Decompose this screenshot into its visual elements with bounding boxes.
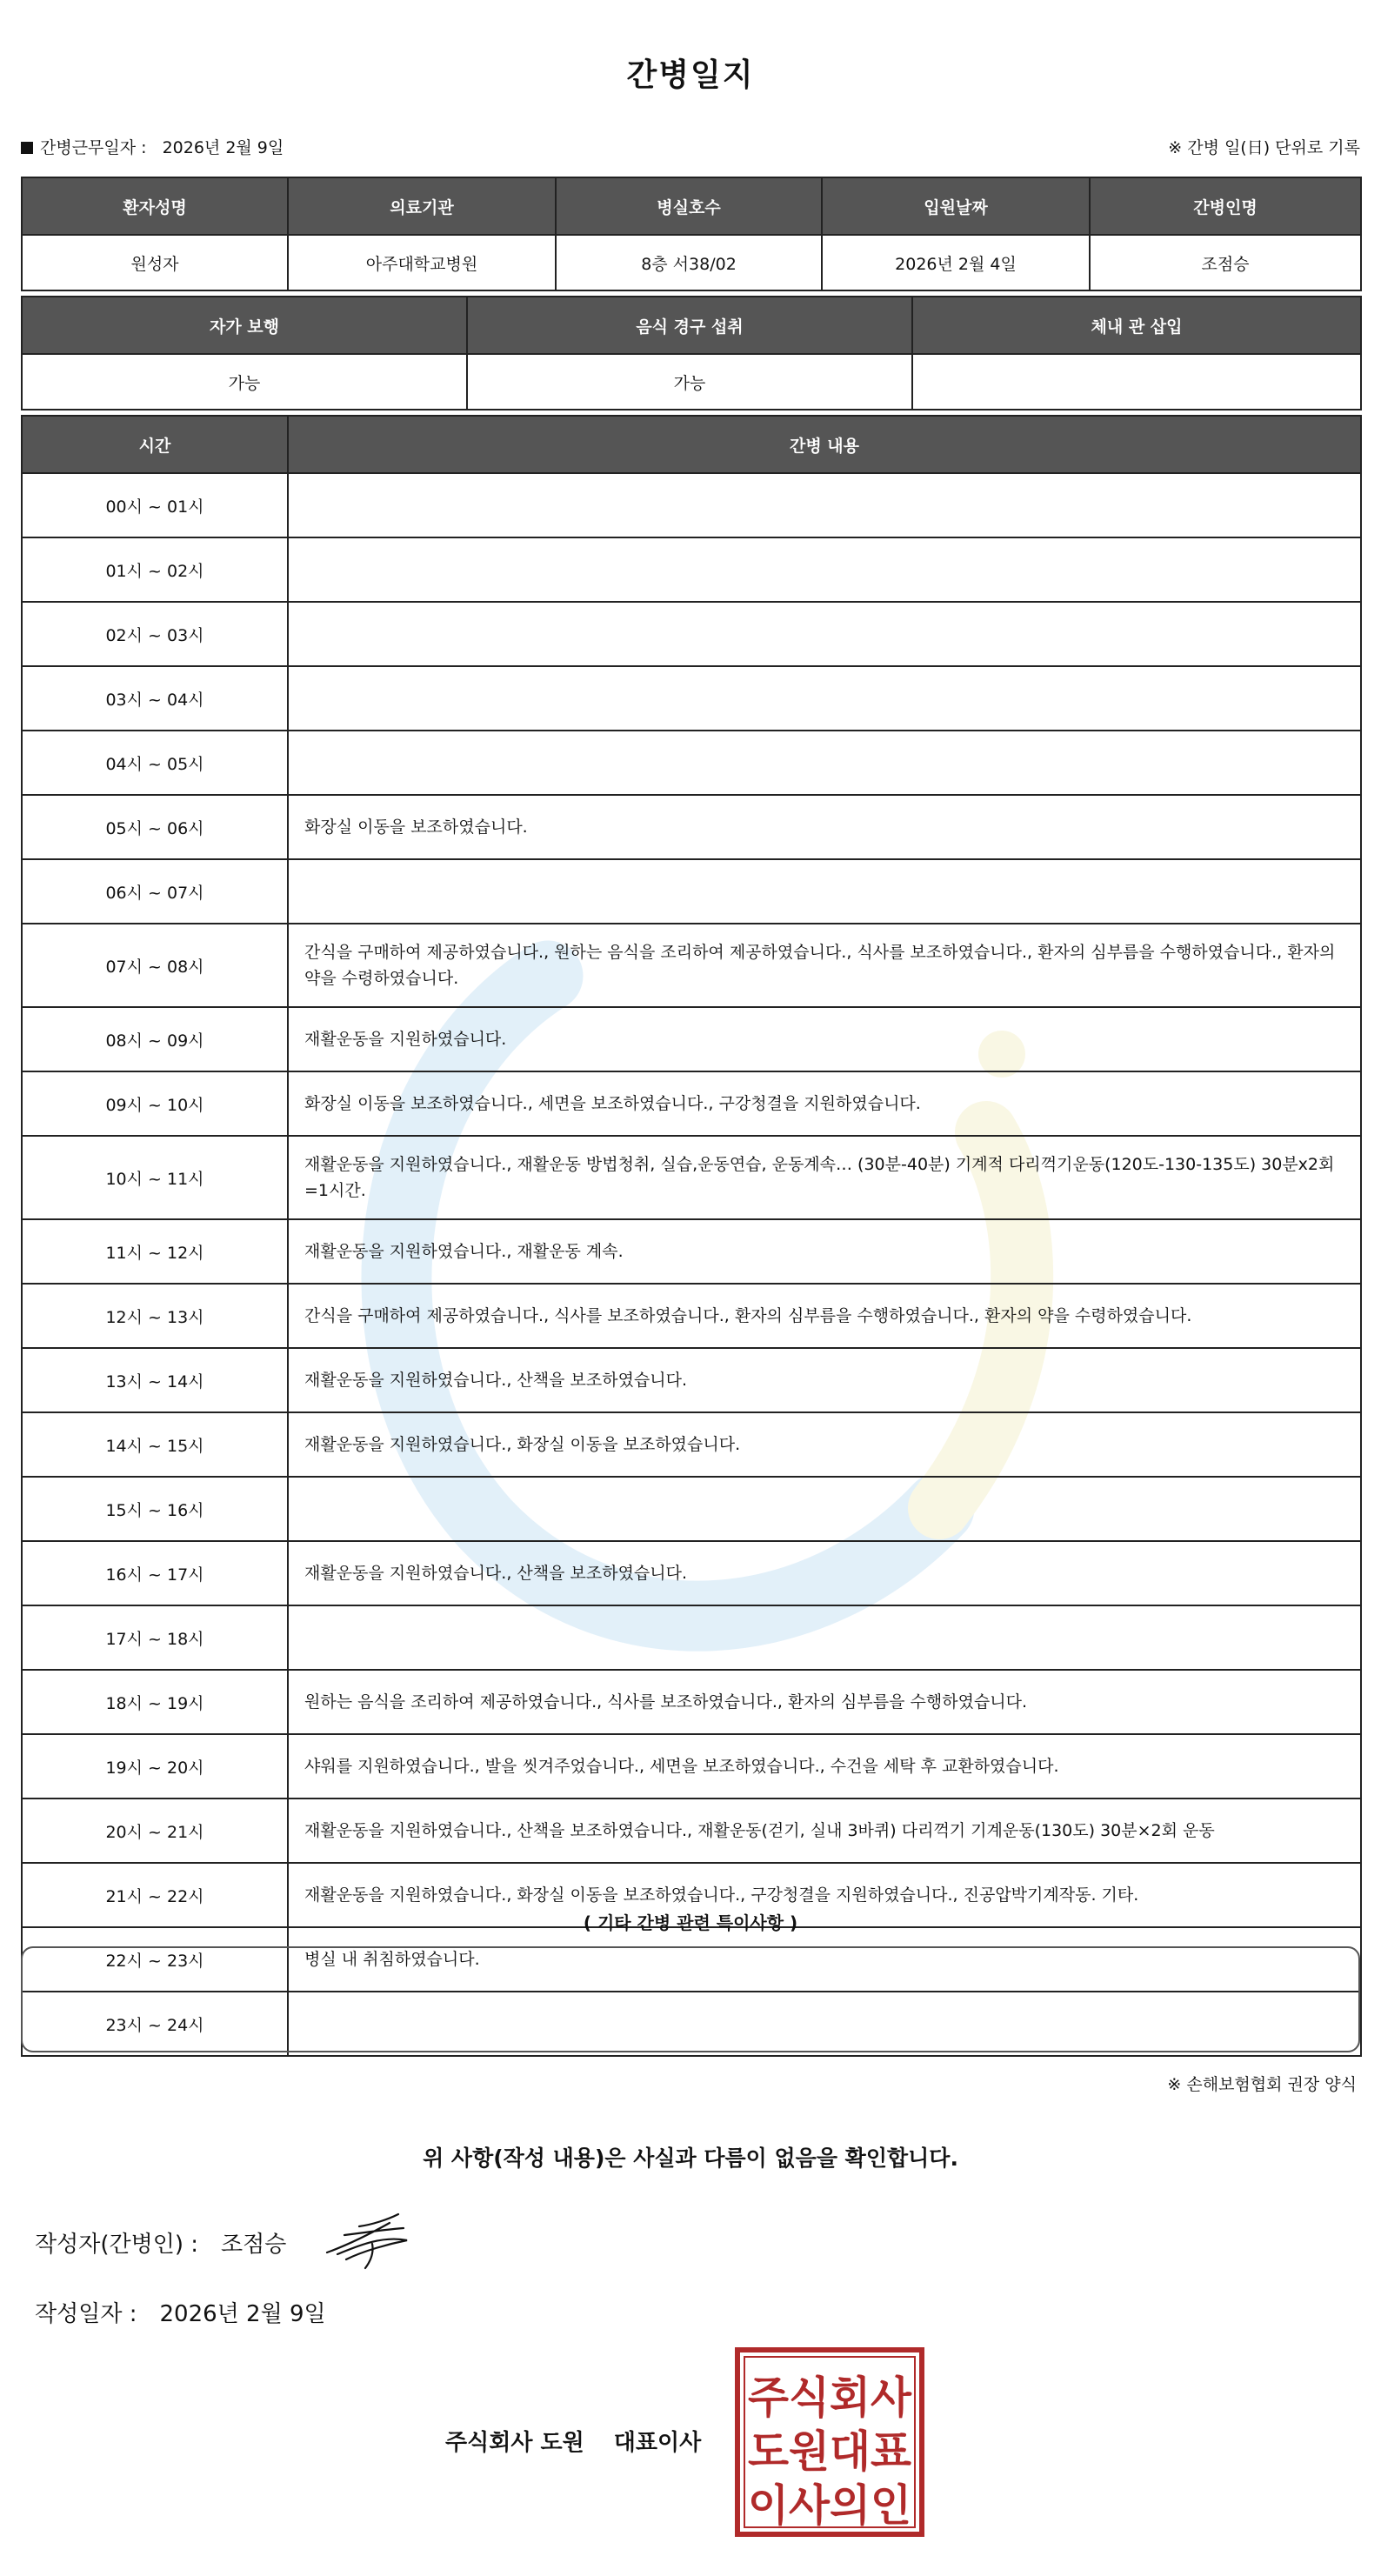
care-note: 간식을 구매하여 제공하였습니다., 원하는 음식을 조리하여 제공하였습니다., 식사를 보조하였습니다., 환자의 심부름을 수행하였습니다., 환자의 약을 수령하였습니다. <box>288 924 1361 1007</box>
admission-date: 2026년 2월 4일 <box>822 235 1090 290</box>
time-slot: 16시 ~ 17시 <box>22 1541 288 1605</box>
hospital-name: 아주대학교병원 <box>288 235 556 290</box>
patient-status-header-row <box>22 297 1361 354</box>
table-row <box>22 1007 1361 1071</box>
seal-line-1: 주식회사 <box>748 2372 912 2423</box>
care-note: 병실 내 취침하였습니다. <box>288 1927 1361 1992</box>
time-slot: 20시 ~ 21시 <box>22 1799 288 1863</box>
table-row <box>22 1136 1361 1219</box>
header-care-content: 간병 내용 <box>288 416 1361 473</box>
header-admission-date: 입원날짜 <box>822 177 1090 235</box>
page-title: 간병일지 <box>626 57 755 93</box>
care-note: 재활운동을 지원하였습니다., 산책을 보조하였습니다. <box>288 1541 1361 1605</box>
patient-info-table <box>21 177 1362 291</box>
time-slot: 12시 ~ 13시 <box>22 1284 288 1348</box>
care-note: 간식을 구매하여 제공하였습니다., 식사를 보조하였습니다., 환자의 심부름을 수행하였습니다., 환자의 약을 수령하였습니다. <box>288 1284 1361 1348</box>
time-slot: 15시 ~ 16시 <box>22 1477 288 1541</box>
header-hospital: 의료기관 <box>288 177 556 235</box>
company-name: 주식회사 도원 <box>445 2430 584 2456</box>
time-slot: 23시 ~ 24시 <box>22 1992 288 2056</box>
writer-label: 작성자(간병인) : <box>35 2232 199 2258</box>
signature-image <box>320 2209 416 2272</box>
time-slot: 17시 ~ 18시 <box>22 1605 288 1670</box>
table-row <box>22 859 1361 924</box>
time-slot: 03시 ~ 04시 <box>22 666 288 731</box>
time-slot: 18시 ~ 19시 <box>22 1670 288 1734</box>
self-walking-value: 가능 <box>22 354 467 410</box>
care-note <box>288 1605 1361 1670</box>
time-slot: 14시 ~ 15시 <box>22 1412 288 1477</box>
table-row <box>22 1284 1361 1348</box>
writer-name: 조점승 <box>221 2232 287 2258</box>
time-slot: 11시 ~ 12시 <box>22 1219 288 1284</box>
care-note: 재활운동을 지원하였습니다., 산책을 보조하였습니다. <box>288 1348 1361 1412</box>
time-slot: 05시 ~ 06시 <box>22 795 288 859</box>
time-slot: 09시 ~ 10시 <box>22 1071 288 1136</box>
written-date-value: 2026년 2월 9일 <box>159 2301 326 2327</box>
care-note: 재활운동을 지원하였습니다., 화장실 이동을 보조하였습니다., 구강청결을 지원하였습니다., 진공압박기계작동. 기타. <box>288 1863 1361 1927</box>
patient-name: 원성자 <box>22 235 288 290</box>
time-slot: 04시 ~ 05시 <box>22 731 288 795</box>
patient-info-header-row <box>22 177 1361 235</box>
caregiver-name: 조점승 <box>1090 235 1361 290</box>
time-slot: 00시 ~ 01시 <box>22 473 288 537</box>
format-note: ※ 손해보험협회 권장 양식 <box>1167 2075 1357 2094</box>
writer-row <box>35 2226 286 2259</box>
care-note: 재활운동을 지원하였습니다., 재활운동 방법청취, 실습,운동연습, 운동계속… (30분-40분) 기계적 다리꺽기운동(120도-130-135도) 30분x2회=1시간. <box>288 1136 1361 1219</box>
care-note <box>288 537 1361 602</box>
company-seal-stamp <box>734 2346 925 2538</box>
care-log-table <box>21 415 1362 2057</box>
seal-line-3: 이사의인 <box>748 2480 911 2531</box>
care-note: 재활운동을 지원하였습니다. <box>288 1007 1361 1071</box>
care-note <box>288 731 1361 795</box>
representative-title: 대표이사 <box>613 2430 702 2456</box>
work-date-label: 간병근무일자 : <box>40 138 147 157</box>
room-number: 8층 서38/02 <box>556 235 822 290</box>
oral-intake-value: 가능 <box>467 354 912 410</box>
confirmation-statement: 위 사항(작성 내용)은 사실과 다름이 없음을 확인합니다. <box>423 2146 958 2171</box>
table-row <box>22 473 1361 537</box>
table-row <box>22 1477 1361 1541</box>
time-slot: 01시 ~ 02시 <box>22 537 288 602</box>
tube-insertion-value <box>912 354 1361 410</box>
table-row <box>22 1799 1361 1863</box>
time-slot: 13시 ~ 14시 <box>22 1348 288 1412</box>
table-row <box>22 795 1361 859</box>
header-time: 시간 <box>22 416 288 473</box>
patient-status-table <box>21 296 1362 410</box>
table-row <box>22 924 1361 1007</box>
care-note: 재활운동을 지원하였습니다., 재활운동 계속. <box>288 1219 1361 1284</box>
table-row <box>22 602 1361 666</box>
time-slot: 07시 ~ 08시 <box>22 924 288 1007</box>
header-oral-intake: 음식 경구 섭취 <box>467 297 912 354</box>
time-slot: 10시 ~ 11시 <box>22 1136 288 1219</box>
table-row <box>22 1541 1361 1605</box>
header-patient-name: 환자성명 <box>22 177 288 235</box>
table-row <box>22 1605 1361 1670</box>
care-note: 재활운동을 지원하였습니다., 화장실 이동을 보조하였습니다. <box>288 1412 1361 1477</box>
care-note: 샤워를 지원하였습니다., 발을 씻겨주었습니다., 세면을 보조하였습니다., 수건을 세탁 후 교환하였습니다. <box>288 1734 1361 1799</box>
table-row <box>22 537 1361 602</box>
seal-line-2: 도원대표 <box>748 2426 912 2477</box>
time-slot: 19시 ~ 20시 <box>22 1734 288 1799</box>
table-row <box>22 1071 1361 1136</box>
work-date <box>21 135 284 158</box>
time-slot: 02시 ~ 03시 <box>22 602 288 666</box>
square-bullet-icon <box>21 142 33 154</box>
care-note <box>288 859 1361 924</box>
header-caregiver-name: 간병인명 <box>1090 177 1361 235</box>
care-note: 화장실 이동을 보조하였습니다., 세면을 보조하였습니다., 구강청결을 지원하였습니다. <box>288 1071 1361 1136</box>
time-slot: 22시 ~ 23시 <box>22 1927 288 1992</box>
table-row <box>22 1219 1361 1284</box>
care-note: 원하는 음식을 조리하여 제공하였습니다., 식사를 보조하였습니다., 환자의 심부름을 수행하였습니다. <box>288 1670 1361 1734</box>
header-room: 병실호수 <box>556 177 822 235</box>
care-log-header-row <box>22 416 1361 473</box>
unit-note: ※ 간병 일(日) 단위로 기록 <box>1168 138 1360 157</box>
table-row <box>22 731 1361 795</box>
patient-status-value-row <box>22 354 1361 410</box>
patient-info-value-row <box>22 235 1361 290</box>
care-note <box>288 602 1361 666</box>
care-note <box>288 666 1361 731</box>
care-note: 재활운동을 지원하였습니다., 산책을 보조하였습니다., 재활운동(걷기, 실내 3바퀴) 다리꺽기 기계운동(130도) 30분×2회 운동 <box>288 1799 1361 1863</box>
table-row <box>22 1348 1361 1412</box>
company-signature <box>445 2425 701 2457</box>
care-note <box>288 1477 1361 1541</box>
table-row <box>22 1734 1361 1799</box>
written-date-row <box>35 2296 326 2328</box>
care-note <box>288 473 1361 537</box>
time-slot: 08시 ~ 09시 <box>22 1007 288 1071</box>
written-date-label: 작성일자 : <box>35 2301 137 2327</box>
header-tube-insertion: 체내 관 삽입 <box>912 297 1361 354</box>
time-slot: 21시 ~ 22시 <box>22 1863 288 1927</box>
table-row <box>22 1412 1361 1477</box>
remarks-title: ( 기타 간병 관련 특이사항 ) <box>583 1912 798 1933</box>
time-slot: 06시 ~ 07시 <box>22 859 288 924</box>
header-self-walking: 자가 보행 <box>22 297 467 354</box>
table-row <box>22 1670 1361 1734</box>
table-row <box>22 666 1361 731</box>
care-note: 화장실 이동을 보조하였습니다. <box>288 795 1361 859</box>
remarks-box <box>21 1946 1360 2052</box>
work-date-value: 2026년 2월 9일 <box>162 138 284 157</box>
work-date-row <box>21 135 1360 161</box>
